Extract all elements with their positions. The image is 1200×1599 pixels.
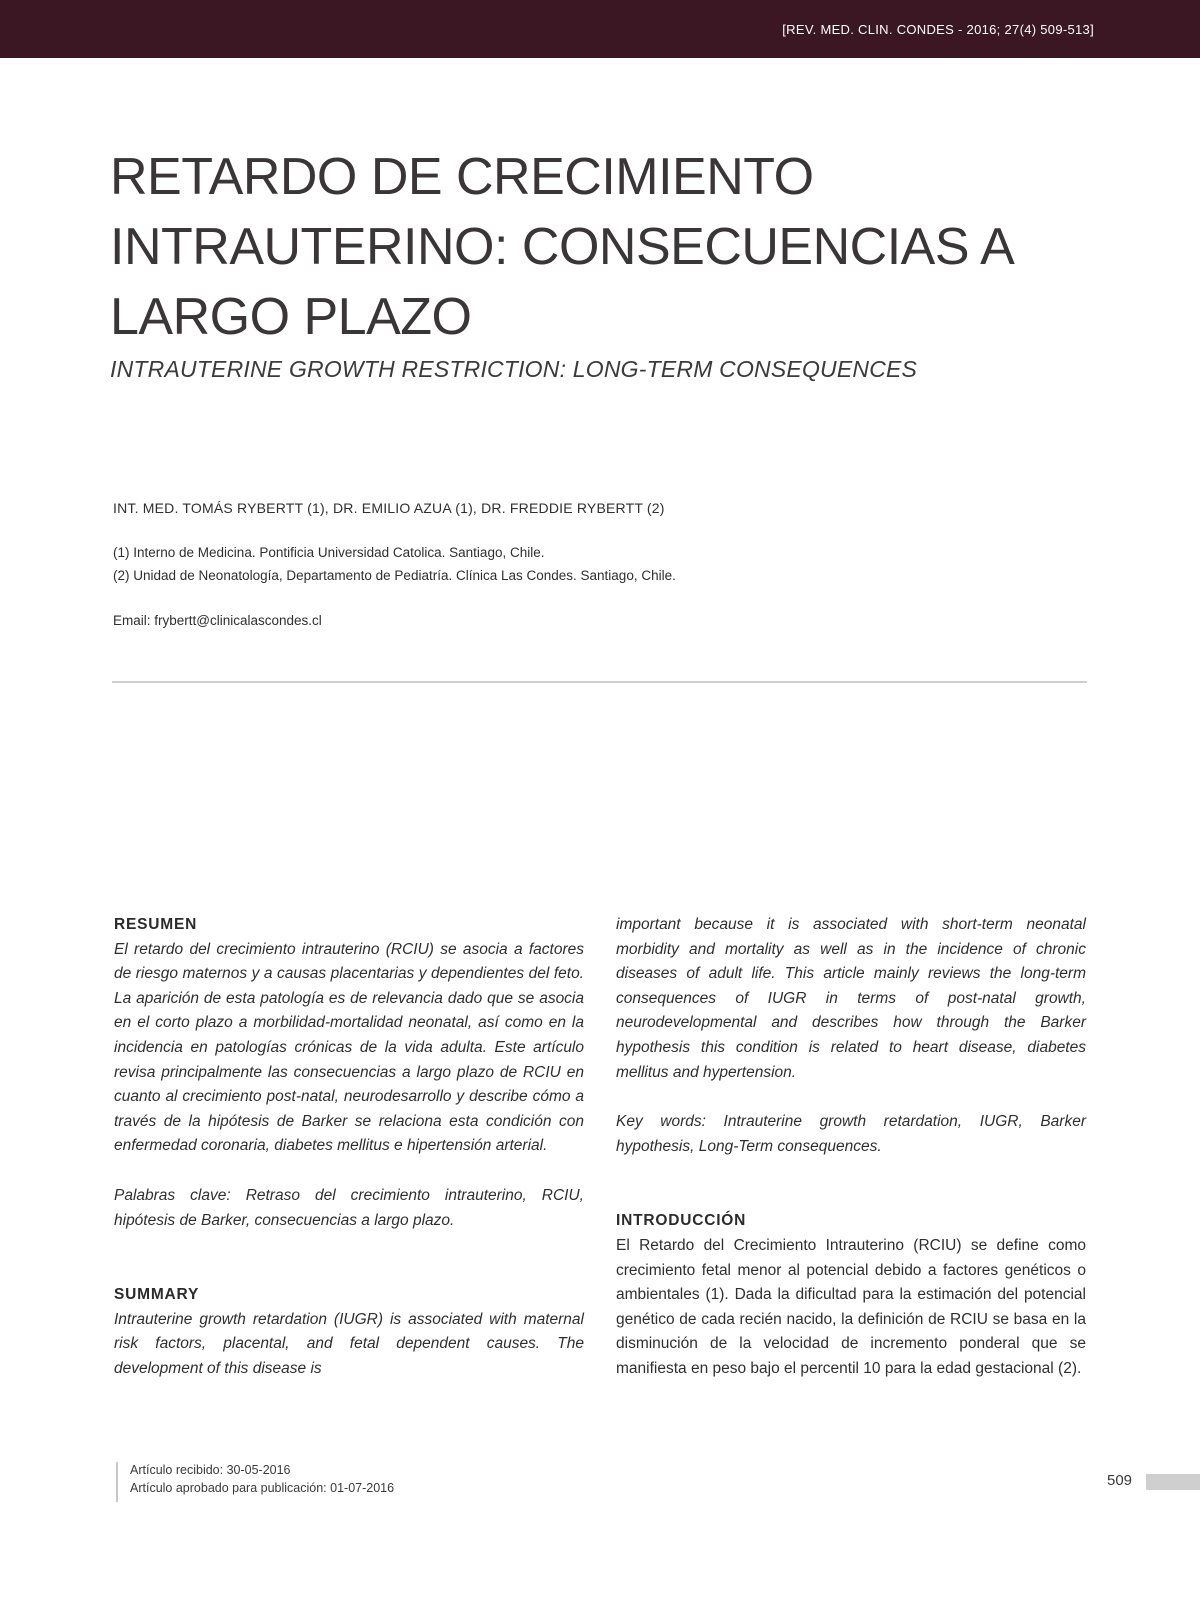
contact-email: Email: frybertt@clinicalascondes.cl <box>113 613 322 628</box>
introduccion-heading: INTRODUCCIÓN <box>616 1212 747 1230</box>
approved-date: Artículo aprobado para publicación: 01-07-2016 <box>130 1481 395 1495</box>
header-divider <box>112 681 1087 683</box>
footnote-marker <box>116 1462 118 1502</box>
affiliation-1: (1) Interno de Medicina. Pontificia Universidad Catolica. Santiago, Chile. <box>113 545 545 560</box>
journal-reference: [REV. MED. CLIN. CONDES - 2016; 27(4) 509-513] <box>782 22 1094 37</box>
key-words: Key words: Intrauterine growth retardation, IUGR, Barker hypothesis, Long-Term consequences. <box>616 1113 1086 1155</box>
palabras-clave: Palabras clave: Retraso del crecimiento intrauterino, RCIU, hipótesis de Barker, consecuencias a largo plazo. <box>114 1186 584 1229</box>
title-line-3: LARGO PLAZO <box>110 288 472 346</box>
left-column <box>114 913 584 1382</box>
article-subtitle: INTRAUTERINE GROWTH RESTRICTION: LONG-TERM CONSEQUENCES <box>110 356 918 382</box>
affiliation-2: (2) Unidad de Neonatología, Departamento de Pediatría. Clínica Las Condes. Santiago, Chile. <box>113 568 676 583</box>
right-column <box>616 913 1086 1382</box>
summary-text-part2: important because it is associated with short-term neonatal morbidity and mortality as well as in the incidence of chronic diseases of adult life. This article mainly reviews the long-term consequences of IUGR in terms of post-natal growth, neurodevelopmental and describes how through the Barker hypothesis this condition is related to heart disease, diabetes mellitus and hypertension. <box>616 916 1086 1081</box>
summary-text-part1: Intrauterine growth retardation (IUGR) is associated with maternal risk factors, placental, and fetal dependent causes. The development of this disease is <box>114 1310 584 1377</box>
page-tab-marker <box>1146 1474 1200 1490</box>
author-list: INT. MED. TOMÁS RYBERTT (1), DR. EMILIO AZUA (1), DR. FREDDIE RYBERTT (2) <box>113 500 665 516</box>
article-title <box>110 142 1110 352</box>
resumen-heading: RESUMEN <box>114 916 198 933</box>
page-number: 509 <box>1107 1472 1133 1489</box>
title-line-2: INTRAUTERINO: CONSECUENCIAS A <box>110 218 1015 276</box>
journal-header-bar <box>0 0 1200 58</box>
introduccion-text: El Retardo del Crecimiento Intrauterino (RCIU) se define como crecimiento fetal menor al potencial debido a factores genéticos o ambientales (1). Dada la dificultad para la estimación del potencial genético de cada recién nacido, la definición de RCIU se basa en la disminución de la velocidad de incremento ponderal que se manifiesta en peso bajo el percentil 10 para la edad gestacional (2). <box>616 1236 1086 1377</box>
resumen-text: El retardo del crecimiento intrauterino (RCIU) se asocia a factores de riesgo maternos y a causas placentarias y dependientes del feto. La aparición de esta patología es de relevancia dado que se asocia en el corto plazo a morbilidad-mortalidad neonatal, así como en la incidencia en patologías crónicas de la vida adulta. Este artículo revisa principalmente las consecuencias a largo plazo de RCIU en cuanto al crecimiento post-natal, neurodesarrollo y describe cómo a través de la hipótesis de Barker se relaciona esta condición con enfermedad coronaria, diabetes mellitus e hipertensión arterial. <box>114 940 584 1155</box>
summary-heading: SUMMARY <box>114 1286 200 1304</box>
title-line-1: RETARDO DE CRECIMIENTO <box>110 148 814 206</box>
received-date: Artículo recibido: 30-05-2016 <box>130 1463 291 1477</box>
